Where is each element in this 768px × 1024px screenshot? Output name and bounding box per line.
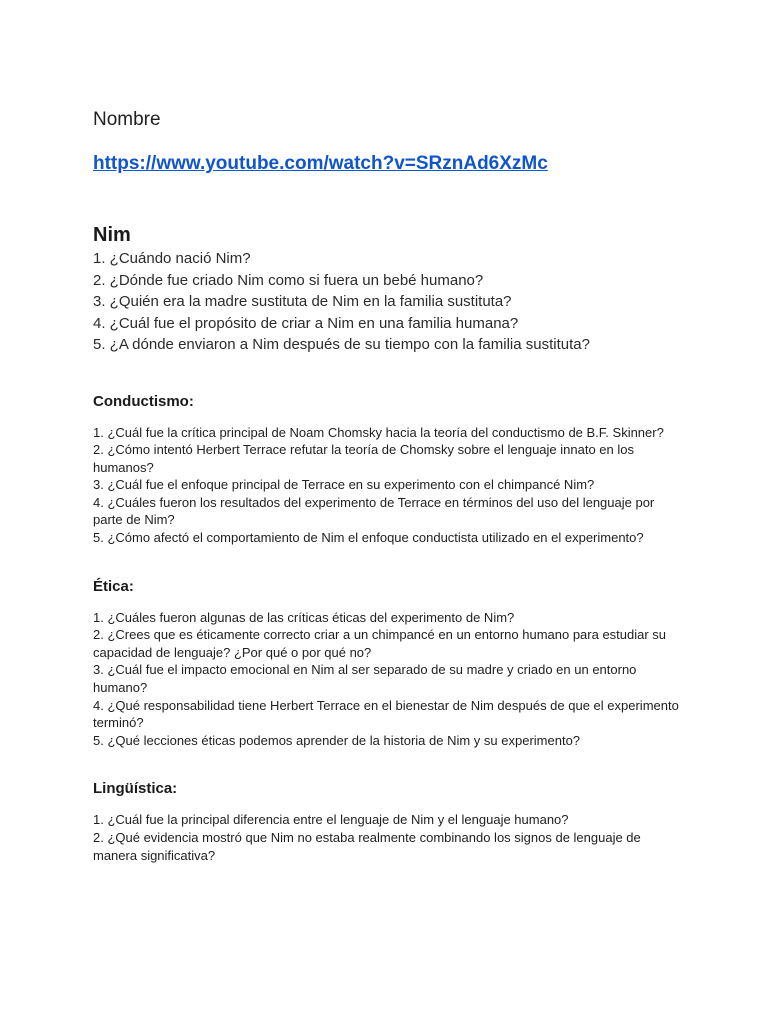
section-title-linguistica: Lingüística: xyxy=(93,780,178,798)
list-item: 3. ¿Cuál fue el impacto emocional en Nim al ser separado de su madre y criado en un entorno humano? xyxy=(93,662,637,696)
name-label: Nombre xyxy=(93,109,161,130)
list-item: 1. ¿Cuál fue la crítica principal de Noam Chomsky hacia la teoría del conductismo de B.F. Skinner? xyxy=(93,424,664,440)
section-title-conductismo: Conductismo: xyxy=(93,392,194,410)
list-item: 2. ¿Crees que es éticamente correcto criar a un chimpancé en un entorno humano para estudiar su capacidad de lenguaje? ¿Por qué o por qué no? xyxy=(93,627,667,660)
linguistica-question-list xyxy=(93,811,683,864)
list-item: 1. ¿Cuáles fueron algunas de las críticas éticas del experimento de Nim? xyxy=(93,609,515,625)
list-item: 4. ¿Cuáles fueron los resultados del experimento de Terrace en términos del uso del lenguaje por parte de Nim? xyxy=(93,494,655,528)
list-item: 1. ¿Cuál fue la principal diferencia entre el lenguaje de Nim y el lenguaje humano? xyxy=(93,812,569,828)
list-item: 2. ¿Qué evidencia mostró que Nim no estaba realmente combinando los signos de lenguaje de manera significativa? xyxy=(93,830,641,863)
list-item: 3. ¿Quién era la madre sustituta de Nim en la familia sustituta? xyxy=(93,293,512,310)
document-page xyxy=(93,108,683,864)
conductismo-question-list xyxy=(93,424,683,547)
list-item: 5. ¿Cómo afectó el comportamiento de Nim el enfoque conductista utilizado en el experimento? xyxy=(93,530,644,546)
list-item: 5. ¿Qué lecciones éticas podemos aprender de la historia de Nim y su experimento? xyxy=(93,732,581,748)
nim-question-list xyxy=(93,248,683,356)
etica-question-list xyxy=(93,609,683,750)
section-title-nim: Nim xyxy=(93,224,131,246)
list-item: 2. ¿Cómo intentó Herbert Terrace refutar la teoría de Chomsky sobre el lenguaje innato en los humanos? xyxy=(93,442,634,475)
list-item: 5. ¿A dónde enviaron a Nim después de su tiempo con la familia sustituta? xyxy=(93,336,590,353)
youtube-link[interactable]: https://www.youtube.com/watch?v=SRznAd6XzMc xyxy=(93,153,548,174)
list-item: 2. ¿Dónde fue criado Nim como si fuera un bebé humano? xyxy=(93,271,484,289)
list-item: 1. ¿Cuándo nació Nim? xyxy=(93,250,251,267)
section-title-etica: Ética: xyxy=(93,577,134,595)
list-item: 4. ¿Qué responsabilidad tiene Herbert Terrace en el bienestar de Nim después de que el experimento terminó? xyxy=(93,697,679,731)
list-item: 4. ¿Cuál fue el propósito de criar a Nim en una familia humana? xyxy=(93,314,519,332)
list-item: 3. ¿Cuál fue el enfoque principal de Terrace en su experimento con el chimpancé Nim? xyxy=(93,477,595,493)
